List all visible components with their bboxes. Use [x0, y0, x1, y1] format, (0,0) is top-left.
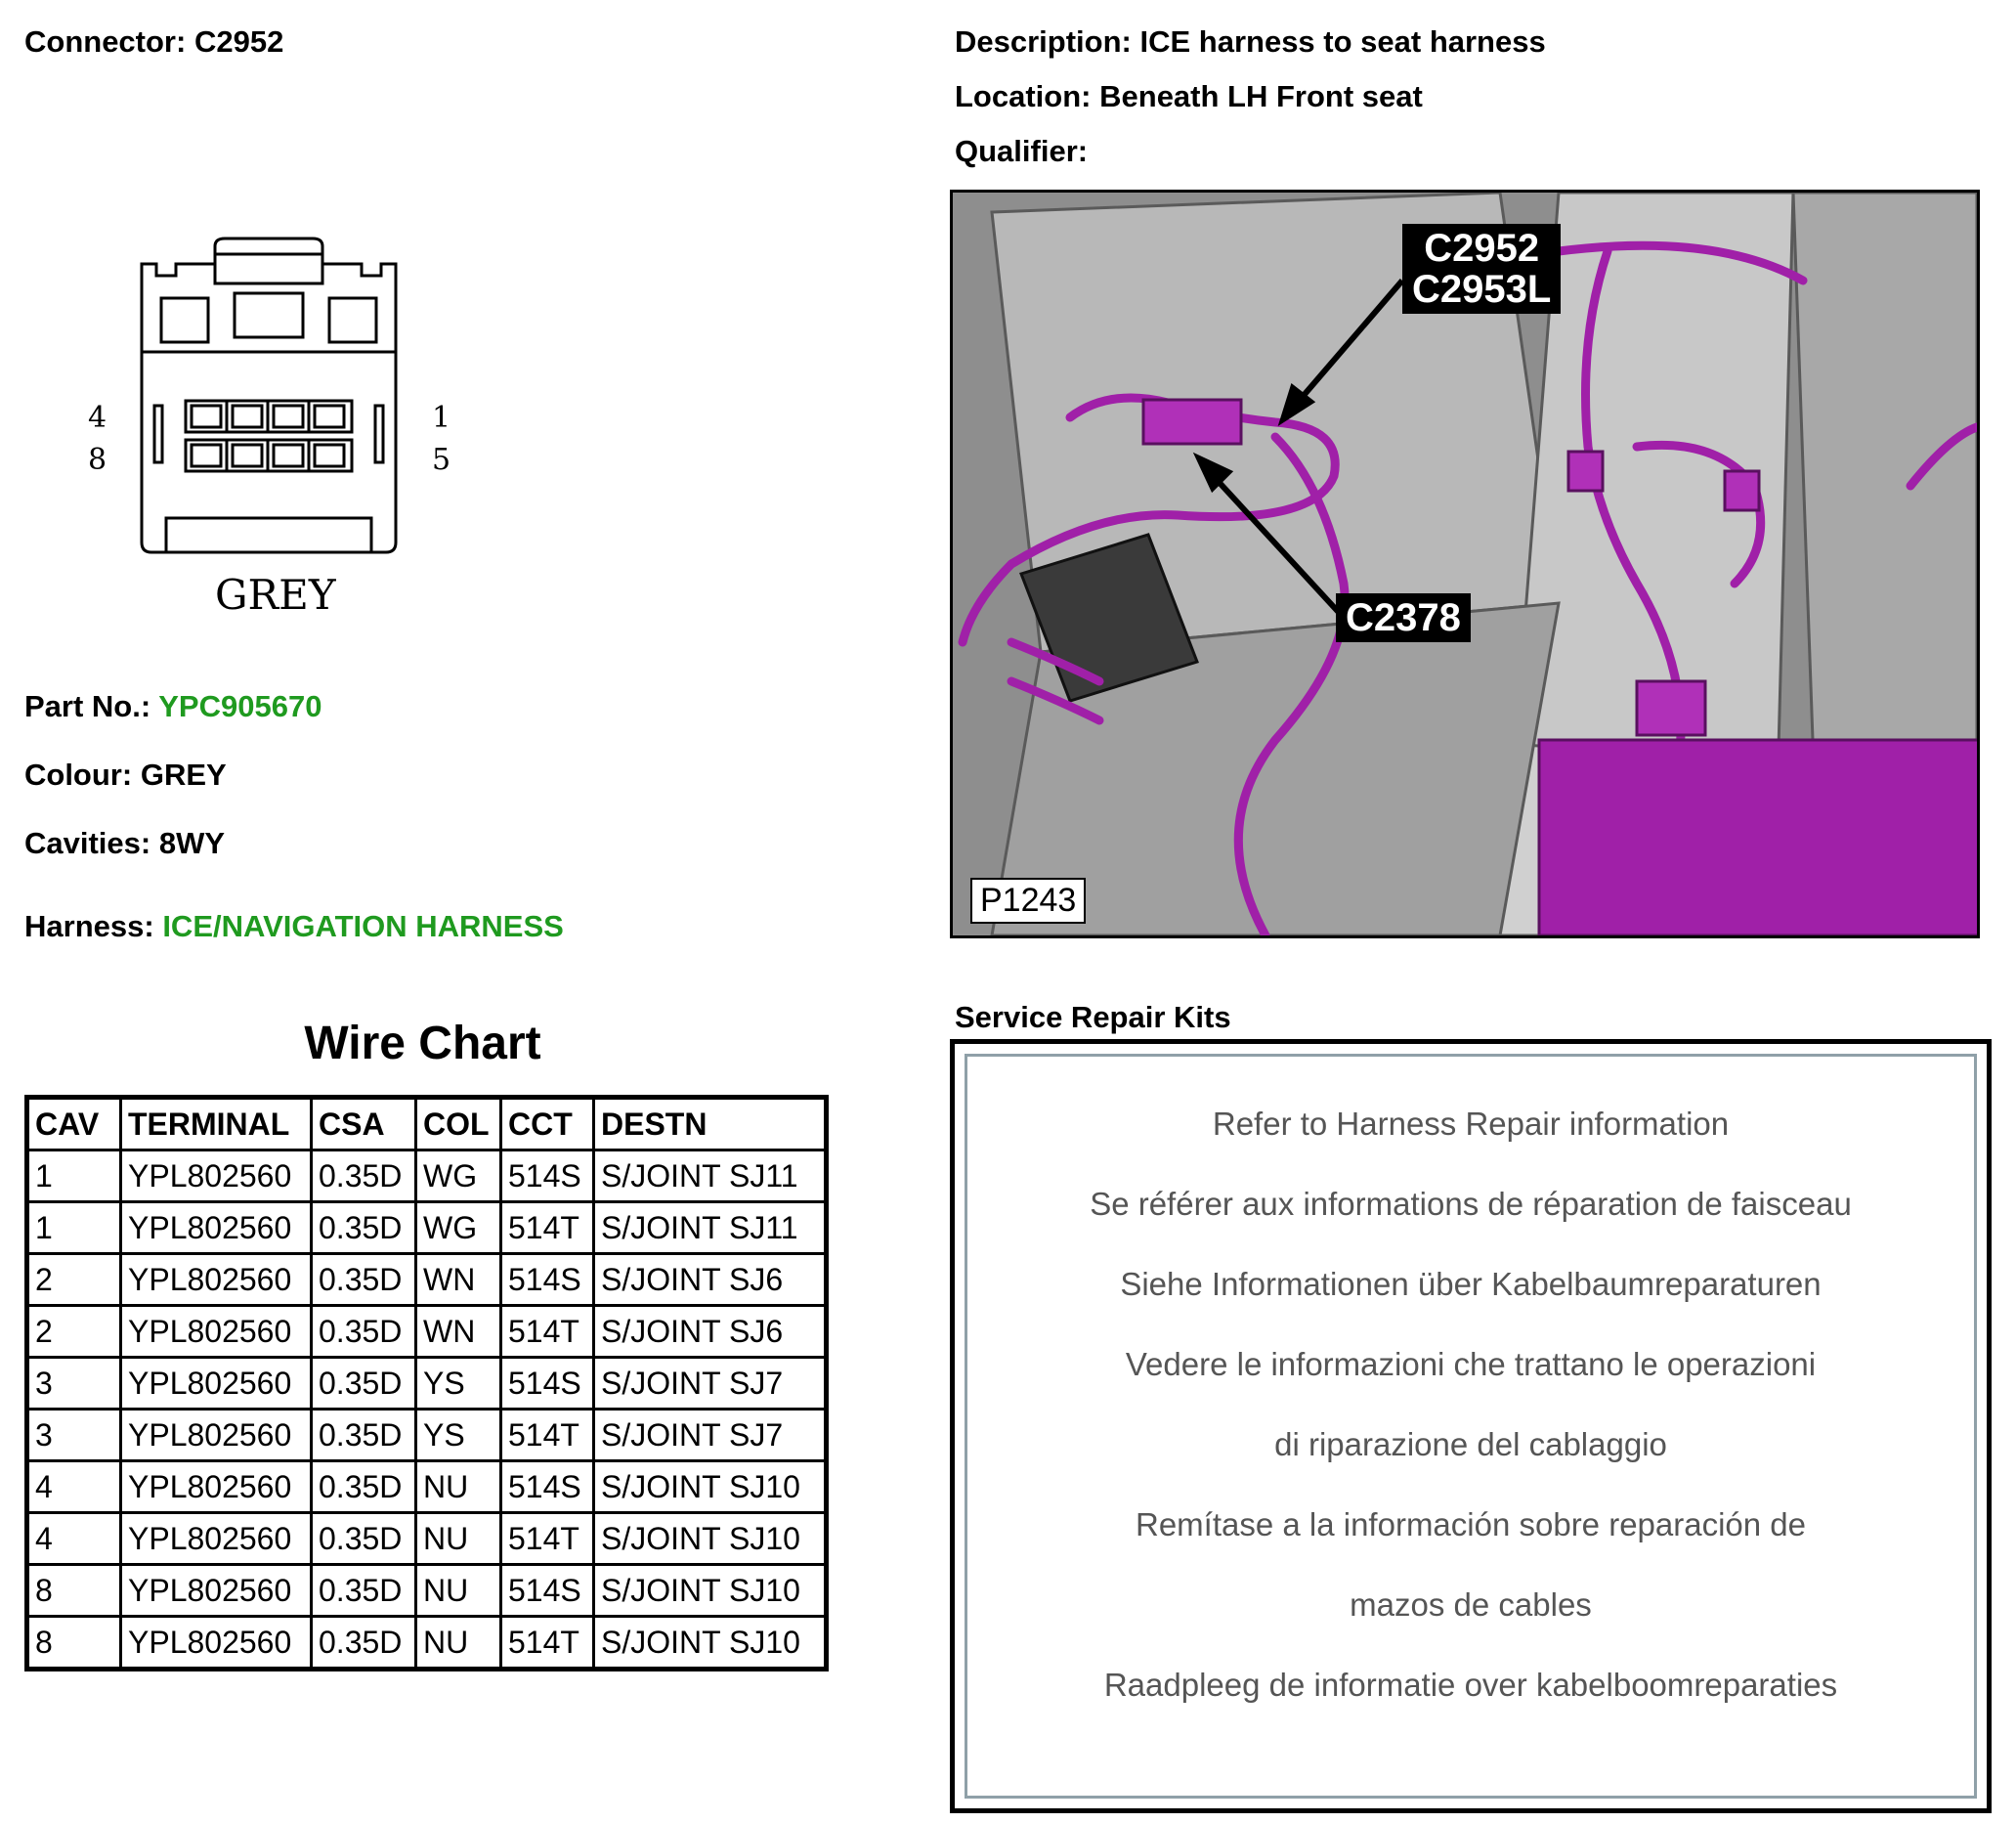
kit-line: Vedere le informazioni che trattano le operazioni	[1125, 1346, 1817, 1382]
callout-c2952: C2952	[1424, 227, 1540, 270]
pin-label-4: 4	[88, 401, 107, 435]
cell-terminal: YPL802560	[121, 1565, 312, 1617]
harness-link[interactable]: ICE/NAVIGATION HARNESS	[162, 909, 564, 943]
kit-line: di riparazione del cablaggio	[1274, 1426, 1667, 1462]
part-no-link[interactable]: YPC905670	[158, 689, 322, 723]
cell-terminal: YPL802560	[121, 1358, 312, 1410]
table-row	[27, 1150, 827, 1202]
cell-terminal: YPL802560	[121, 1513, 312, 1565]
column-header-cct: CCT	[501, 1098, 594, 1150]
cell-terminal: YPL802560	[121, 1461, 312, 1513]
cell-destn: S/JOINT SJ11	[594, 1150, 827, 1202]
cell-csa: 0.35D	[312, 1254, 416, 1306]
cell-csa: 0.35D	[312, 1410, 416, 1461]
cell-col: WG	[416, 1150, 501, 1202]
table-row	[27, 1565, 827, 1617]
cell-terminal: YPL802560	[121, 1254, 312, 1306]
location-value: Beneath LH Front seat	[1099, 79, 1423, 113]
cell-cct: 514T	[501, 1617, 594, 1670]
cell-cav: 2	[27, 1254, 121, 1306]
cell-cct: 514T	[501, 1306, 594, 1358]
part-no	[24, 689, 322, 724]
cell-csa: 0.35D	[312, 1202, 416, 1254]
cell-col: NU	[416, 1617, 501, 1670]
cell-col: WN	[416, 1254, 501, 1306]
cell-cav: 4	[27, 1513, 121, 1565]
harness-label: Harness:	[24, 909, 154, 943]
cell-cav: 8	[27, 1617, 121, 1670]
connector-label-text: Connector:	[24, 24, 187, 59]
column-header-col: COL	[416, 1098, 501, 1150]
cell-csa: 0.35D	[312, 1461, 416, 1513]
service-kits-inner	[965, 1054, 1977, 1799]
connector-colour-caption: GREY	[215, 571, 336, 619]
column-header-csa: CSA	[312, 1098, 416, 1150]
cell-terminal: YPL802560	[121, 1202, 312, 1254]
description	[955, 24, 1546, 60]
cell-cav: 3	[27, 1410, 121, 1461]
cell-cct: 514S	[501, 1565, 594, 1617]
table-row	[27, 1617, 827, 1670]
cavities-label: Cavities:	[24, 826, 151, 860]
cell-destn: S/JOINT SJ6	[594, 1254, 827, 1306]
kit-line: Raadpleeg de informatie over kabelboomreparaties	[1103, 1667, 1838, 1703]
cell-cct: 514S	[501, 1150, 594, 1202]
cell-col: WN	[416, 1306, 501, 1358]
kit-line: Siehe Informationen über Kabelbaumreparaturen	[1120, 1266, 1822, 1302]
cell-cav: 4	[27, 1461, 121, 1513]
cell-csa: 0.35D	[312, 1150, 416, 1202]
cell-col: NU	[416, 1565, 501, 1617]
part-no-label: Part No.:	[24, 689, 151, 723]
cell-destn: S/JOINT SJ7	[594, 1358, 827, 1410]
cell-csa: 0.35D	[312, 1306, 416, 1358]
cell-destn: S/JOINT SJ11	[594, 1202, 827, 1254]
table-row	[27, 1410, 827, 1461]
cell-csa: 0.35D	[312, 1513, 416, 1565]
cell-csa: 0.35D	[312, 1565, 416, 1617]
table-header-row	[27, 1098, 827, 1150]
cell-cav: 2	[27, 1306, 121, 1358]
cavities	[24, 826, 225, 861]
cell-destn: S/JOINT SJ7	[594, 1410, 827, 1461]
cell-cct: 514S	[501, 1254, 594, 1306]
cell-cav: 1	[27, 1202, 121, 1254]
photo-reference: P1243	[970, 878, 1086, 924]
wire-chart-title: Wire Chart	[304, 1018, 541, 1069]
cell-terminal: YPL802560	[121, 1150, 312, 1202]
pin-label-8: 8	[88, 443, 107, 477]
callout-c2378: C2378	[1336, 593, 1471, 642]
cell-terminal: YPL802560	[121, 1617, 312, 1670]
service-kits-title: Service Repair Kits	[955, 1000, 1231, 1034]
location-photo	[950, 190, 1980, 938]
cell-cav: 1	[27, 1150, 121, 1202]
qualifier	[955, 134, 1088, 169]
connector-face-diagram	[78, 225, 489, 635]
cell-col: YS	[416, 1410, 501, 1461]
table-row	[27, 1358, 827, 1410]
colour	[24, 758, 227, 793]
cell-csa: 0.35D	[312, 1358, 416, 1410]
cell-col: NU	[416, 1461, 501, 1513]
qualifier-label: Qualifier:	[955, 134, 1089, 168]
column-header-cav: CAV	[27, 1098, 121, 1150]
wire-chart-table	[24, 1095, 829, 1671]
cavities-value: 8WY	[158, 826, 226, 860]
cell-cct: 514T	[501, 1202, 594, 1254]
table-row	[27, 1461, 827, 1513]
table-row	[27, 1254, 827, 1306]
colour-value: GREY	[140, 758, 227, 792]
connector-id: C2952	[193, 24, 284, 59]
cell-col: WG	[416, 1202, 501, 1254]
kit-line: Remítase a la información sobre reparación de	[1135, 1506, 1807, 1542]
callout-c2952-c2953l	[1402, 224, 1561, 314]
harness	[24, 909, 564, 944]
cell-cct: 514S	[501, 1358, 594, 1410]
column-header-terminal: TERMINAL	[121, 1098, 312, 1150]
service-kits-box	[950, 1039, 1992, 1813]
table-row	[27, 1513, 827, 1565]
cell-destn: S/JOINT SJ10	[594, 1617, 827, 1670]
cell-cav: 8	[27, 1565, 121, 1617]
cell-cct: 514T	[501, 1513, 594, 1565]
kit-line: Refer to Harness Repair information	[1212, 1106, 1730, 1142]
cell-destn: S/JOINT SJ6	[594, 1306, 827, 1358]
description-value: ICE harness to seat harness	[1139, 24, 1546, 59]
cell-cav: 3	[27, 1358, 121, 1410]
pin-label-1: 1	[432, 401, 451, 435]
callout-c2953l: C2953L	[1412, 268, 1552, 311]
location	[955, 79, 1423, 114]
cell-terminal: YPL802560	[121, 1306, 312, 1358]
cell-destn: S/JOINT SJ10	[594, 1461, 827, 1513]
cell-cct: 514S	[501, 1461, 594, 1513]
connector-label	[24, 24, 283, 60]
cell-cct: 514T	[501, 1410, 594, 1461]
cell-csa: 0.35D	[312, 1617, 416, 1670]
colour-label: Colour:	[24, 758, 133, 792]
pin-label-5: 5	[432, 443, 451, 477]
cell-destn: S/JOINT SJ10	[594, 1565, 827, 1617]
cell-col: NU	[416, 1513, 501, 1565]
kit-line: mazos de cables	[1350, 1586, 1592, 1623]
column-header-destn: DESTN	[594, 1098, 827, 1150]
kit-line: Se référer aux informations de réparation de faisceau	[1090, 1186, 1852, 1222]
cell-terminal: YPL802560	[121, 1410, 312, 1461]
table-row	[27, 1202, 827, 1254]
cell-destn: S/JOINT SJ10	[594, 1513, 827, 1565]
connector-outline-icon	[78, 225, 489, 635]
location-label: Location:	[955, 79, 1092, 113]
table-row	[27, 1306, 827, 1358]
cell-col: YS	[416, 1358, 501, 1410]
description-label: Description:	[955, 24, 1132, 59]
